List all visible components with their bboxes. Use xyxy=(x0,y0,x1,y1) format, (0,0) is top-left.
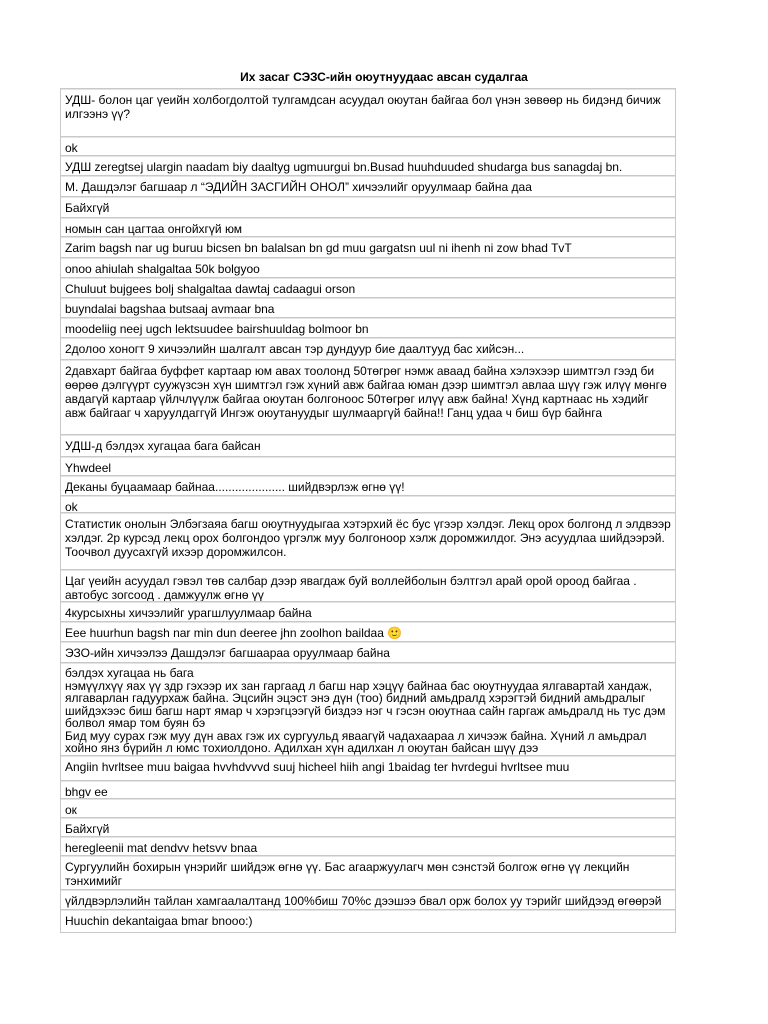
table-row: УДШ-д бэлдэх хугацаа бага байсан xyxy=(61,435,675,457)
table-row: 2долоо хоногт 9 хичээлийн шалгалт авсан тэр дундуур бие даалтууд бас хийсэн... xyxy=(61,338,675,360)
table-row: Zarim bagsh nar ug buruu bicsen bn balalsan bn gd muu gargatsn uul ni ihenh ni zow bhad TvT xyxy=(61,237,675,258)
table-row: Yhwdeel xyxy=(61,457,675,476)
table-row: Eee huurhun bagsh nar min dun deeree jhn zoolhon baildaa 🙂 xyxy=(61,622,675,642)
table-row: Байхгүй xyxy=(61,818,675,837)
table-row: buyndalai bagshaa butsaaj avmaar bna xyxy=(61,298,675,318)
table-row: 2давхарт байгаа буффет картаар юм авах тоолонд 50төгрөг нэмж аваад байна хэлэхээр шимтгэл гээд би өөрөө дэлгүүрт суужүзсэн хүн шимтгэл гэж хүний авж байгаа юман дээр шимтгэл авлаа шүү гэж илүү мөнгө авдагүй картаар үйлчлүүлж байгаа оюутан болгоноос 50төгрөг илүү авж байна! Хүнд картнаас нь хэдийг авж байгааг ч харуулдаггүй Ингэж оюутануудыг шулмааргүй байна!! Ганц удаа ч биш бүр байнга xyxy=(61,360,675,435)
table-row: М. Дашдэлэг багшаар л “ЭДИЙН ЗАСГИЙН ОНОЛ” хичээлийг оруулмаар байна даа xyxy=(61,176,675,197)
table-row: 4курсыхны хичээлийг урагшлуулмаар байна xyxy=(61,602,675,622)
table-row: bhgv ee xyxy=(61,781,675,799)
table-row: ЭЗО-ийн хичээлээ Дашдэлэг багшаараа оруулмаар байна xyxy=(61,642,675,663)
table-row: үйлдвэрлэлийн тайлан хамгаалалтанд 100%биш 70%с дээшээ бвал орж болох уу тэрийг шийдээд өгөөрэй xyxy=(61,890,675,910)
table-row: УДШ zeregtsej ulargin naadam biy daaltyg ugmuurgui bn.Busad huuhduuded shudarga bus sanagdaj bn. xyxy=(61,156,675,176)
table-row: ok xyxy=(61,137,675,156)
table-row: onoo ahiulah shalgaltaa 50k bolgyoo xyxy=(61,258,675,278)
table-row: ок xyxy=(61,799,675,818)
table-row: бэлдэх хугацаа нь бага нэмүүлхүү яах үү здр гэхээр их зан гаргаад л багш нар хэцүү байнаа бас оюутнуудаа ялгавартай хандаж, ялгаварлан гадуурхаж байна. Эцсийн эцэст энэ дүн (тоо) бидний амьдралд хэрэгтэй бидний амьдралыг шийдэхээс биш багш нарт ямар ч хэрэгцээгүй биздээ нэг ч гэсэн оюутнаа сайн гаргаж амьдралд нь тус дэм болвол ямар том буян бэ Бид муу сурах гэж муу дүн авах гэж их сургуульд яваагүй чадахаараа л хичээж байна. Хүний л амьдрал хойно янз бүрийн л юмс тохиолдоно. Адилхан хүн адилхан л оюутан байсан шүү дээ xyxy=(61,663,675,756)
table-row: Цаг үеийн асуудал гэвэл төв салбар дээр явагдаж буй воллейболын бэлтгэл арай орой ороод байгаа . автобус зогсоод . дамжуулж өгнө үү xyxy=(61,570,675,602)
table-row: moodeliig neej ugch lektsuudee bairshuuldag bolmoor bn xyxy=(61,318,675,338)
table-row: номын сан цагтаа онгойхгүй юм xyxy=(61,218,675,237)
table-row: Chuluut bujgees bolj shalgaltaa dawtaj cadaagui orson xyxy=(61,278,675,298)
table-row: Angiin hvrltsee muu baigaa hvvhdvvvd suuj hicheel hiih angi 1baidag ter hvrdegui hvrltsee muu xyxy=(61,756,675,781)
table-row: Статистик онолын Элбэгзаяа багш оюутнуудыгаа хэтэрхий ёс бус үгээр хэлдэг. Лекц орох болгонд л элдвээр хэлдэг. 2р курсэд лекц орох болгондоо үргэлж муу болгоноор хэлж доромжилдог. Энэ асуудлаа шийдээрэй. Тоочвол дуусахгүй ихээр доромжилсон. xyxy=(61,513,675,570)
table-row: Байхгүй xyxy=(61,197,675,218)
table-row: Сургуулийн бохирын үнэрийг шийдэж өгнө үү. Бас агааржуулагч мөн сэнстэй болгож өгнө үү лекцийн тэнхимийг xyxy=(61,856,675,890)
table-row: ok xyxy=(61,496,675,513)
table-row: heregleenii mat dendvv hetsvv bnaa xyxy=(61,837,675,856)
page-title: Их засаг СЭЗС-ийн оюутнуудаас авсан судалгаа xyxy=(240,70,528,84)
table-row: УДШ- болон цаг үеийн холбогдолтой тулгамдсан асуудал оюутан байгаа бол үнэн зөвөөр нь бидэнд бичиж илгээнэ үү? xyxy=(61,89,675,137)
table-row: Huuchin dekantaigaa bmar bnooo:) xyxy=(61,910,675,932)
responses-table xyxy=(60,88,676,933)
table-row: Деканы буцаамаар байнаа..................... шийдвэрлэж өгнө үү! xyxy=(61,476,675,496)
